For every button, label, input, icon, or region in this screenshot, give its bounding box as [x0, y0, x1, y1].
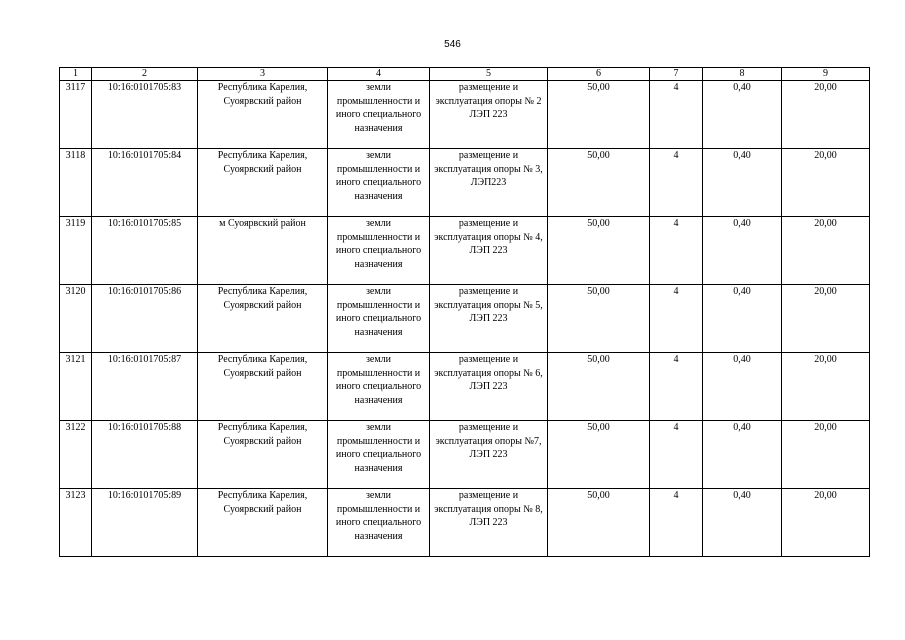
- area-value: 50,00: [548, 217, 650, 285]
- column-7-value: 4: [650, 81, 703, 149]
- location: Республика Карелия, Суоярвский район: [198, 353, 328, 421]
- column-header-6: 6: [548, 68, 650, 81]
- cadastral-number: 10:16:0101705:87: [92, 353, 198, 421]
- table-row: [60, 217, 870, 285]
- header-row: [60, 68, 870, 81]
- permitted-use: размещение и эксплуатация опоры № 8, ЛЭП 223: [430, 489, 548, 557]
- column-9-value: 20,00: [782, 217, 870, 285]
- column-9-value: 20,00: [782, 81, 870, 149]
- row-number: 3122: [60, 421, 92, 489]
- column-7-value: 4: [650, 149, 703, 217]
- table-row: [60, 285, 870, 353]
- column-9-value: 20,00: [782, 353, 870, 421]
- location: Республика Карелия, Суоярвский район: [198, 421, 328, 489]
- column-7-value: 4: [650, 489, 703, 557]
- row-number: 3123: [60, 489, 92, 557]
- column-7-value: 4: [650, 285, 703, 353]
- column-7-value: 4: [650, 421, 703, 489]
- location: Республика Карелия, Суоярвский район: [198, 489, 328, 557]
- column-7-value: 4: [650, 217, 703, 285]
- row-number: 3121: [60, 353, 92, 421]
- land-category: земли промышленности и иного специального назначения: [328, 353, 430, 421]
- column-8-value: 0,40: [703, 285, 782, 353]
- column-header-3: 3: [198, 68, 328, 81]
- row-number: 3117: [60, 81, 92, 149]
- cadastral-number: 10:16:0101705:89: [92, 489, 198, 557]
- permitted-use: размещение и эксплуатация опоры № 2 ЛЭП 223: [430, 81, 548, 149]
- permitted-use: размещение и эксплуатация опоры № 3, ЛЭП223: [430, 149, 548, 217]
- table-row: [60, 149, 870, 217]
- column-header-2: 2: [92, 68, 198, 81]
- column-header-4: 4: [328, 68, 430, 81]
- location: м Суоярвский район: [198, 217, 328, 285]
- area-value: 50,00: [548, 353, 650, 421]
- column-9-value: 20,00: [782, 421, 870, 489]
- column-8-value: 0,40: [703, 421, 782, 489]
- column-7-value: 4: [650, 353, 703, 421]
- row-number: 3118: [60, 149, 92, 217]
- land-category: земли промышленности и иного специального назначения: [328, 217, 430, 285]
- area-value: 50,00: [548, 489, 650, 557]
- land-registry-table: [59, 67, 870, 557]
- column-header-5: 5: [430, 68, 548, 81]
- area-value: 50,00: [548, 81, 650, 149]
- land-category: земли промышленности и иного специального назначения: [328, 81, 430, 149]
- permitted-use: размещение и эксплуатация опоры №7, ЛЭП 223: [430, 421, 548, 489]
- column-8-value: 0,40: [703, 353, 782, 421]
- column-header-8: 8: [703, 68, 782, 81]
- column-9-value: 20,00: [782, 285, 870, 353]
- area-value: 50,00: [548, 285, 650, 353]
- table-row: [60, 421, 870, 489]
- column-8-value: 0,40: [703, 489, 782, 557]
- permitted-use: размещение и эксплуатация опоры № 4, ЛЭП 223: [430, 217, 548, 285]
- table-row: [60, 353, 870, 421]
- column-9-value: 20,00: [782, 149, 870, 217]
- column-8-value: 0,40: [703, 81, 782, 149]
- column-header-1: 1: [60, 68, 92, 81]
- cadastral-number: 10:16:0101705:86: [92, 285, 198, 353]
- land-category: земли промышленности и иного специального назначения: [328, 149, 430, 217]
- cadastral-number: 10:16:0101705:84: [92, 149, 198, 217]
- location: Республика Карелия, Суоярвский район: [198, 149, 328, 217]
- permitted-use: размещение и эксплуатация опоры № 6, ЛЭП 223: [430, 353, 548, 421]
- cadastral-number: 10:16:0101705:85: [92, 217, 198, 285]
- column-8-value: 0,40: [703, 217, 782, 285]
- row-number: 3120: [60, 285, 92, 353]
- column-header-7: 7: [650, 68, 703, 81]
- land-category: земли промышленности и иного специального назначения: [328, 285, 430, 353]
- cadastral-number: 10:16:0101705:88: [92, 421, 198, 489]
- column-8-value: 0,40: [703, 149, 782, 217]
- cadastral-number: 10:16:0101705:83: [92, 81, 198, 149]
- table-row: [60, 489, 870, 557]
- permitted-use: размещение и эксплуатация опоры № 5, ЛЭП 223: [430, 285, 548, 353]
- land-category: земли промышленности и иного специального назначения: [328, 421, 430, 489]
- column-header-9: 9: [782, 68, 870, 81]
- land-category: земли промышленности и иного специального назначения: [328, 489, 430, 557]
- area-value: 50,00: [548, 421, 650, 489]
- column-9-value: 20,00: [782, 489, 870, 557]
- location: Республика Карелия, Суоярвский район: [198, 81, 328, 149]
- location: Республика Карелия, Суоярвский район: [198, 285, 328, 353]
- area-value: 50,00: [548, 149, 650, 217]
- row-number: 3119: [60, 217, 92, 285]
- table-row: [60, 81, 870, 149]
- page-number: 546: [444, 39, 461, 50]
